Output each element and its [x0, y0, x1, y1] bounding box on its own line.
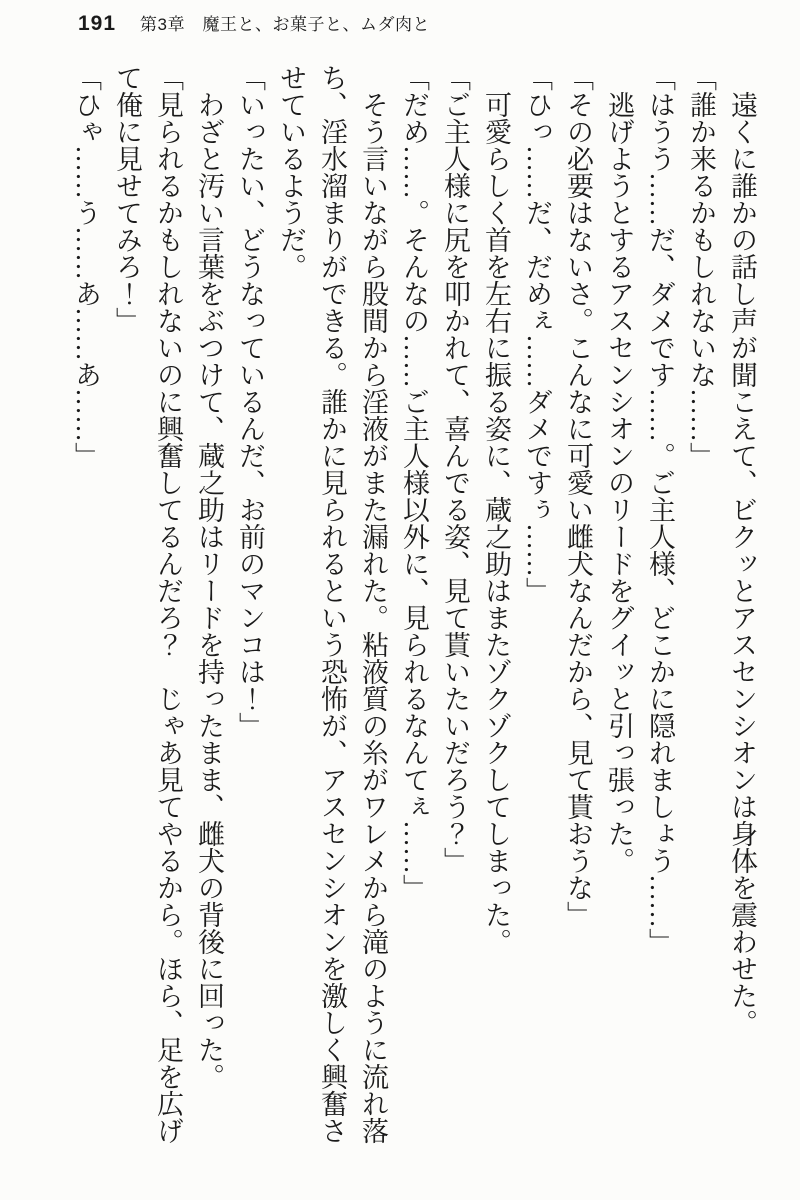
paragraph-narration: 遠くに誰かの話し声が聞こえて、ビクッとアスセンシオンは身体を震わせた。	[727, 91, 757, 1036]
paragraph-dialogue: 「ひっ……だ、だめぇ……ダメですぅ……」	[522, 64, 552, 604]
paragraph-narration: 可愛らしく首を左右に振る姿に、蔵之助はまたゾクゾクしてしまった。	[481, 91, 511, 955]
paragraph-dialogue: 「はうう……だ、ダメです……。ご主人様、どこかに隠れましょう……」	[645, 64, 675, 955]
paragraph-dialogue: 「ひゃ……う……あ……あ……」	[71, 64, 101, 469]
paragraph-narration: わざと汚い言葉をぶつけて、蔵之助はリードを持ったまま、雌犬の背後に回った。	[194, 91, 224, 1090]
paragraph-narration: 逃げようとするアスセンシオンのリードをグイッと引っ張った。	[604, 91, 634, 874]
paragraph-dialogue: 「だめ……。そんなの……ご主人様以外に、見られるなんてぇ……」	[399, 64, 429, 901]
paragraph-dialogue: 「誰か来るかもしれないな……」	[686, 64, 716, 469]
running-head	[78, 10, 430, 36]
paragraph-dialogue: 「その必要はないさ。こんなに可愛い雌犬なんだから、見て貰おうな」	[563, 64, 593, 928]
paragraph-narration: そう言いながら股間から淫液がまた漏れた。粘液質の糸がワレメから滝のように流れ落ち、淫水溜まりができる。誰かに見られるという恐怖が、アスセンシオンを激しく興奮させているようだ。	[276, 64, 388, 1144]
paragraph-dialogue: 「見られるかもしれないのに興奮してるんだろ？ じゃあ見てやるから。ほら、足を広げて俺に見せてみろ！」	[112, 64, 183, 1144]
paragraph-dialogue: 「いったい、どうなっているんだ、お前のマンコは！」	[235, 64, 265, 739]
vertical-text-block	[65, 64, 762, 1144]
page-number: 191	[78, 12, 117, 35]
paragraph-dialogue: 「ご主人様に尻を叩かれて、喜んでる姿、見て貰いたいだろう？」	[440, 64, 470, 874]
chapter-title: 第3章 魔王と、お菓子と、ムダ肉と	[140, 15, 431, 34]
